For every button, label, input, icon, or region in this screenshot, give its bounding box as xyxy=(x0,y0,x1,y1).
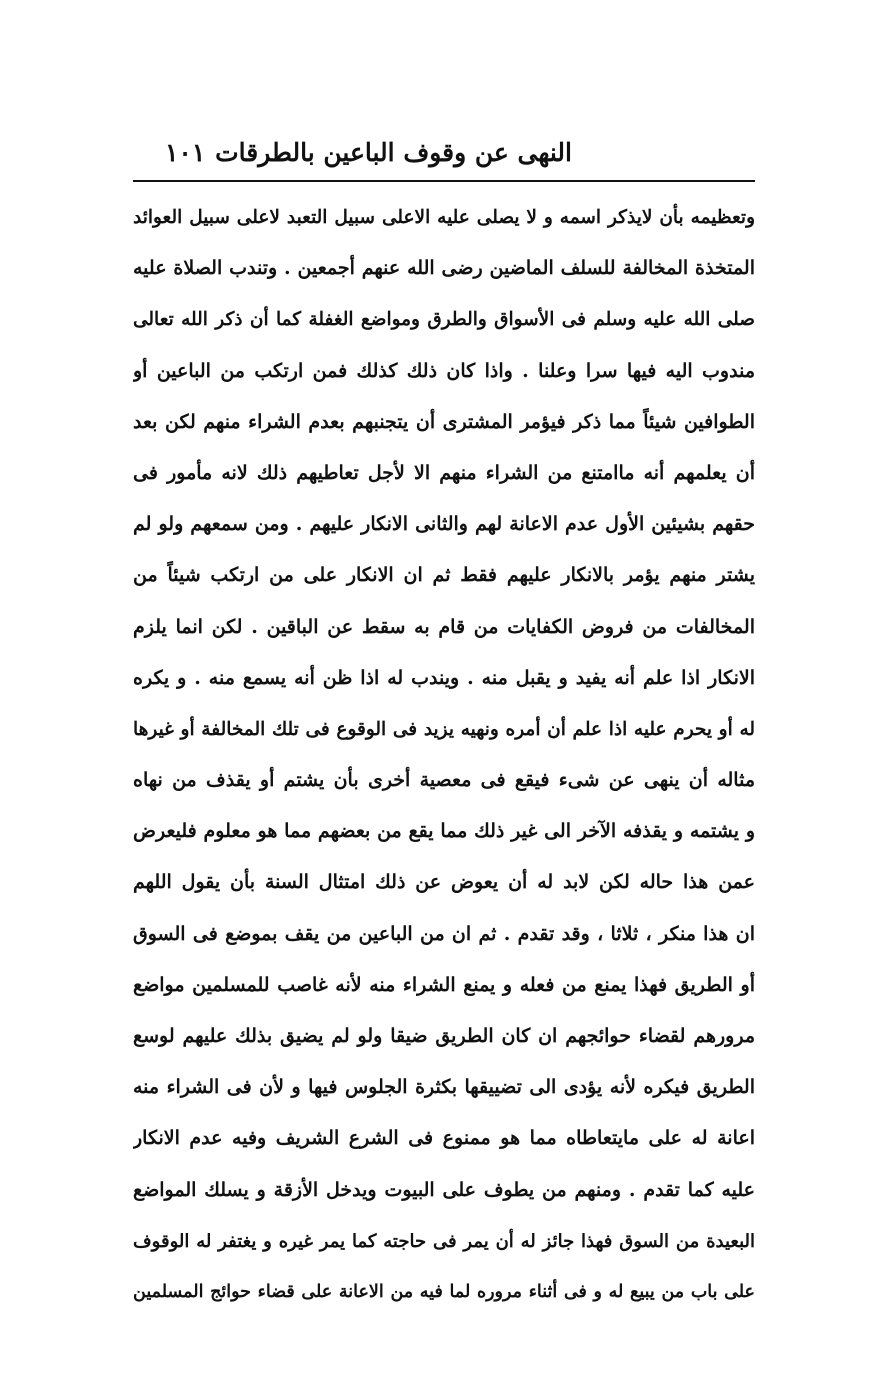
text-line: وتعظيمه بأن لايذكر اسمه و لا يصلى عليه الاعلى سبيل التعبد لاعلى سبيل العوائد xyxy=(133,207,755,228)
text-line: المخالفات من فروض الكفايات من قام به سقط عن الباقين . لكن انما يلزم xyxy=(133,615,755,638)
page-header xyxy=(130,128,750,176)
text-line: البعيدة من السوق فهذا جائز له أن يمر فى حاجته كما يمر غيره و يغتفر له الوقوف xyxy=(133,1230,755,1252)
text-line: و يشتمه و يقذفه الآخر الى غير ذلك مما يقع من بعضهم مما هو معلوم فليعرض xyxy=(133,820,755,843)
text-line: مثاله أن ينهى عن شىء فيقع فى معصية أخرى بأن يشتم أو يقذف من نهاه xyxy=(133,769,755,792)
text-line: مندوب اليه فيها سرا وعلنا . واذا كان ذلك كذلك فمن ارتكب من الباعين أو xyxy=(133,359,755,382)
text-line: الطريق فيكره لأنه يؤدى الى تضييقها بكثرة الجلوس فيها و لأن فى الشراء منه xyxy=(133,1076,755,1099)
running-title: النهى عن وقوف الباعين بالطرقات xyxy=(215,138,572,167)
text-line: عمن هذا حاله لكن لابد له أن يعوض عن ذلك امتثال السنة بأن يقول اللهم xyxy=(133,871,755,894)
body-text xyxy=(133,192,755,1318)
text-line: ان هذا منكر ، ثلاثا ، وقد تقدم . ثم ان من الباعين من يقف بموضع فى السوق xyxy=(133,922,755,945)
text-line: على باب من يبيع له و فى أثناء مروره لما فيه من الاعانة على قضاء حوائج المسلمين xyxy=(133,1281,755,1302)
text-line: أن يعلمهم أنه ماامتنع من الشراء منهم الا لأجل تعاطيهم ذلك لانه مأمور فى xyxy=(133,461,755,484)
text-line: الطوافين شيئاً مما ذكر فيؤمر المشترى أن يتجنبهم بعدم الشراء منهم لكن بعد xyxy=(133,410,755,433)
text-line: حقهم بشيئين الأول عدم الاعانة لهم والثانى الانكار عليهم . ومن سمعهم ولو لم xyxy=(133,513,755,536)
text-line: عليه كما تقدم . ومنهم من يطوف على البيوت ويدخل الأزقة و يسلك المواضع xyxy=(133,1178,755,1201)
text-line: الانكار اذا علم أنه يفيد و يقبل منه . ويندب له اذا ظن أنه يسمع منه . و يكره xyxy=(133,666,755,689)
text-line: صلى الله عليه وسلم فى الأسواق والطرق ومواضع الغفلة كما أن ذكر الله تعالى xyxy=(133,309,755,331)
text-line: اعانة له على مايتعاطاه مما هو ممنوع فى الشرع الشريف وفيه عدم الانكار xyxy=(133,1127,755,1150)
text-line: المتخذة المخالفة للسلف الماضين رضى الله عنهم أجمعين . وتندب الصلاة عليه xyxy=(133,257,755,280)
header-rule xyxy=(133,180,755,182)
text-line: أو الطريق فهذا يمنع من فعله و يمنع الشراء منه لأنه غاصب للمسلمين مواضع xyxy=(133,973,755,996)
text-line: له أو يحرم عليه اذا علم أن أمره ونهيه يزيد فى الوقوع فى تلك المخالفة أو غيرها xyxy=(133,718,755,740)
page-number: ١٠١ xyxy=(165,138,206,167)
text-line: يشتر منهم يؤمر بالانكار عليهم فقط ثم ان الانكار على من ارتكب شيئاً من xyxy=(133,564,755,587)
text-line: مرورهم لقضاء حوائجهم ان كان الطريق ضيقا ولو لم يضيق بذلك عليهم لوسع xyxy=(133,1025,755,1047)
